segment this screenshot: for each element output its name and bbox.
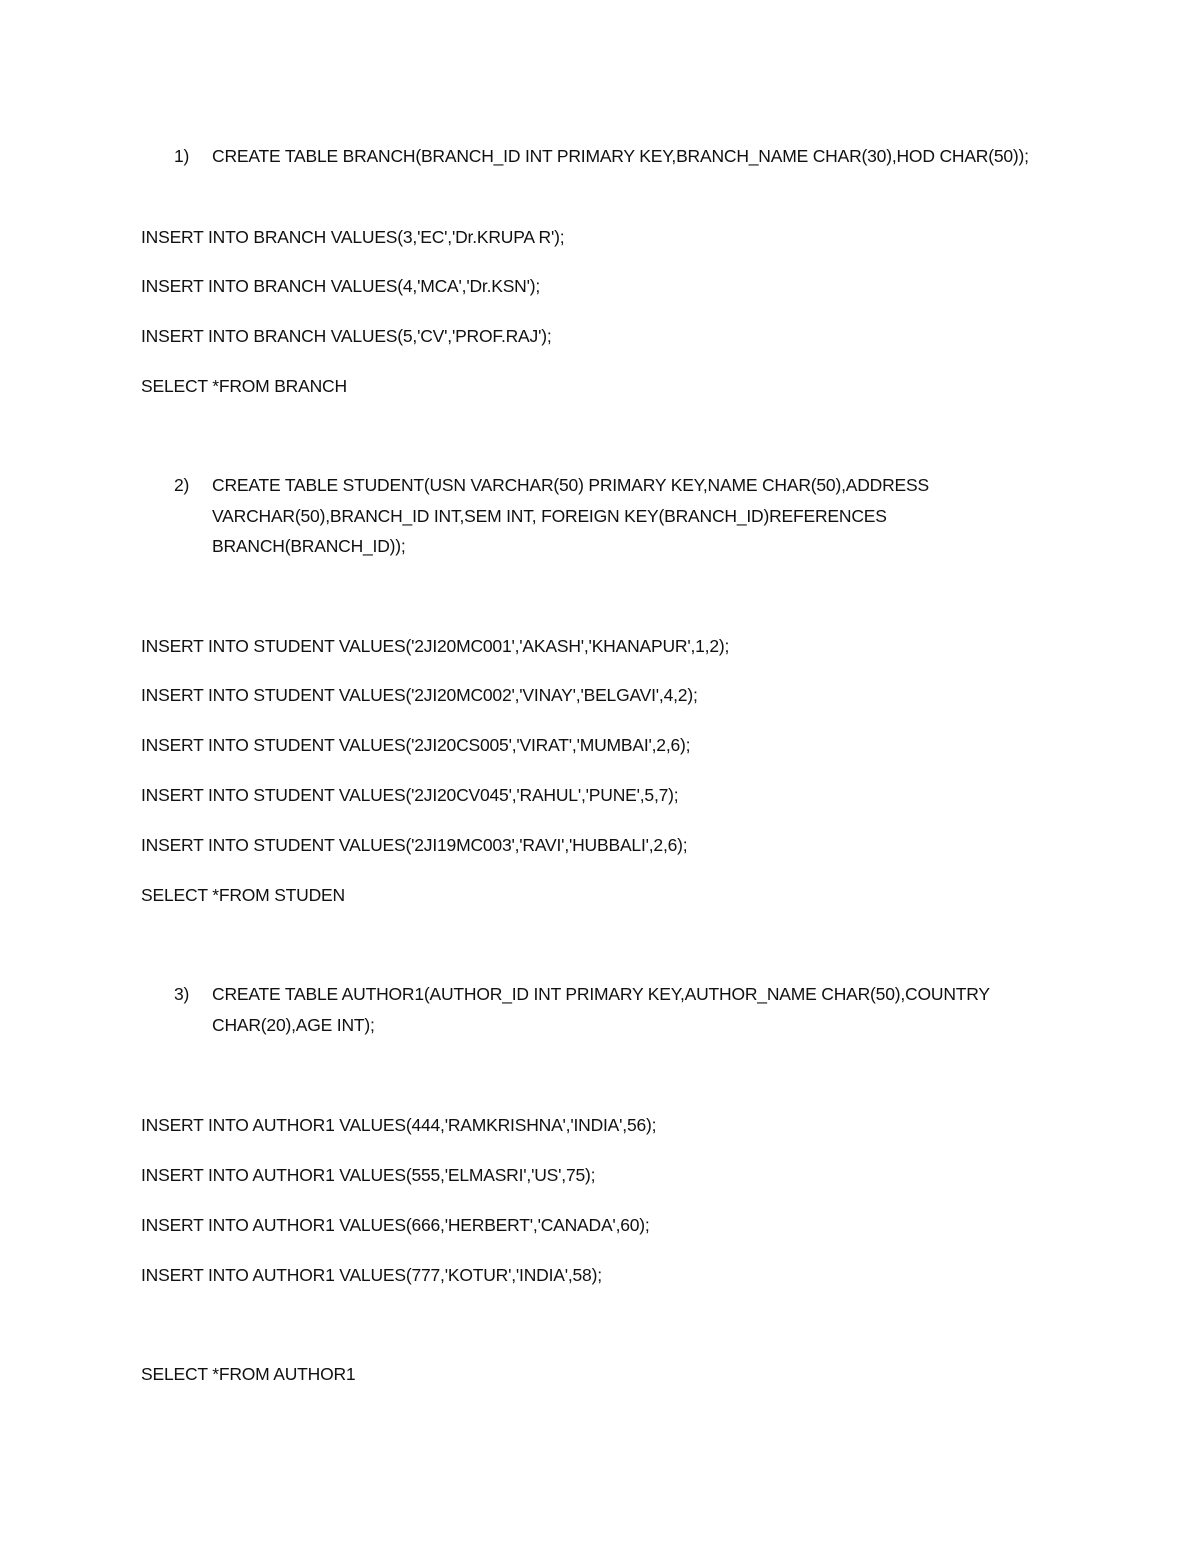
create-statement: CREATE TABLE STUDENT(USN VARCHAR(50) PRIMARY KEY,NAME CHAR(50),ADDRESS VARCHAR(50),BRANCH_ID INT,SEM INT, FOREIGN KEY(BRANCH_ID)REFERENCES BRANCH(BRANCH_ID));: [212, 475, 929, 556]
select-statement: SELECT *FROM AUTHOR1: [141, 1364, 356, 1384]
insert-statement: INSERT INTO BRANCH VALUES(5,'CV','PROF.RAJ');: [141, 326, 552, 346]
create-statement: CREATE TABLE BRANCH(BRANCH_ID INT PRIMARY KEY,BRANCH_NAME CHAR(30),HOD CHAR(50));: [212, 146, 1029, 166]
create-statement: CREATE TABLE AUTHOR1(AUTHOR_ID INT PRIMARY KEY,AUTHOR_NAME CHAR(50),COUNTRY CHAR(20),AGE INT);: [212, 984, 990, 1035]
item-number: 3): [174, 984, 190, 1004]
select-statement: SELECT *FROM BRANCH: [141, 376, 347, 396]
insert-statement: INSERT INTO AUTHOR1 VALUES(444,'RAMKRISHNA','INDIA',56);: [141, 1115, 657, 1135]
insert-statement: INSERT INTO STUDENT VALUES('2JI20MC001','AKASH','KHANAPUR',1,2);: [141, 636, 730, 656]
insert-statement: INSERT INTO AUTHOR1 VALUES(777,'KOTUR','INDIA',58);: [141, 1265, 602, 1285]
insert-statement: INSERT INTO STUDENT VALUES('2JI20MC002','VINAY','BELGAVI',4,2);: [141, 685, 698, 705]
insert-statement: INSERT INTO STUDENT VALUES('2JI20CS005','VIRAT','MUMBAI',2,6);: [141, 735, 691, 755]
insert-statement: INSERT INTO BRANCH VALUES(4,'MCA','Dr.KSN');: [141, 276, 541, 296]
insert-statement: INSERT INTO BRANCH VALUES(3,'EC','Dr.KRUPA R');: [141, 227, 565, 247]
select-statement: SELECT *FROM STUDEN: [141, 885, 345, 905]
item-number: 2): [174, 475, 190, 495]
insert-statement: INSERT INTO STUDENT VALUES('2JI19MC003','RAVI','HUBBALI',2,6);: [141, 835, 688, 855]
insert-statement: INSERT INTO STUDENT VALUES('2JI20CV045','RAHUL','PUNE',5,7);: [141, 785, 679, 805]
insert-statement: INSERT INTO AUTHOR1 VALUES(666,'HERBERT','CANADA',60);: [141, 1215, 650, 1235]
insert-statement: INSERT INTO AUTHOR1 VALUES(555,'ELMASRI','US',75);: [141, 1165, 596, 1185]
item-number: 1): [174, 146, 190, 166]
